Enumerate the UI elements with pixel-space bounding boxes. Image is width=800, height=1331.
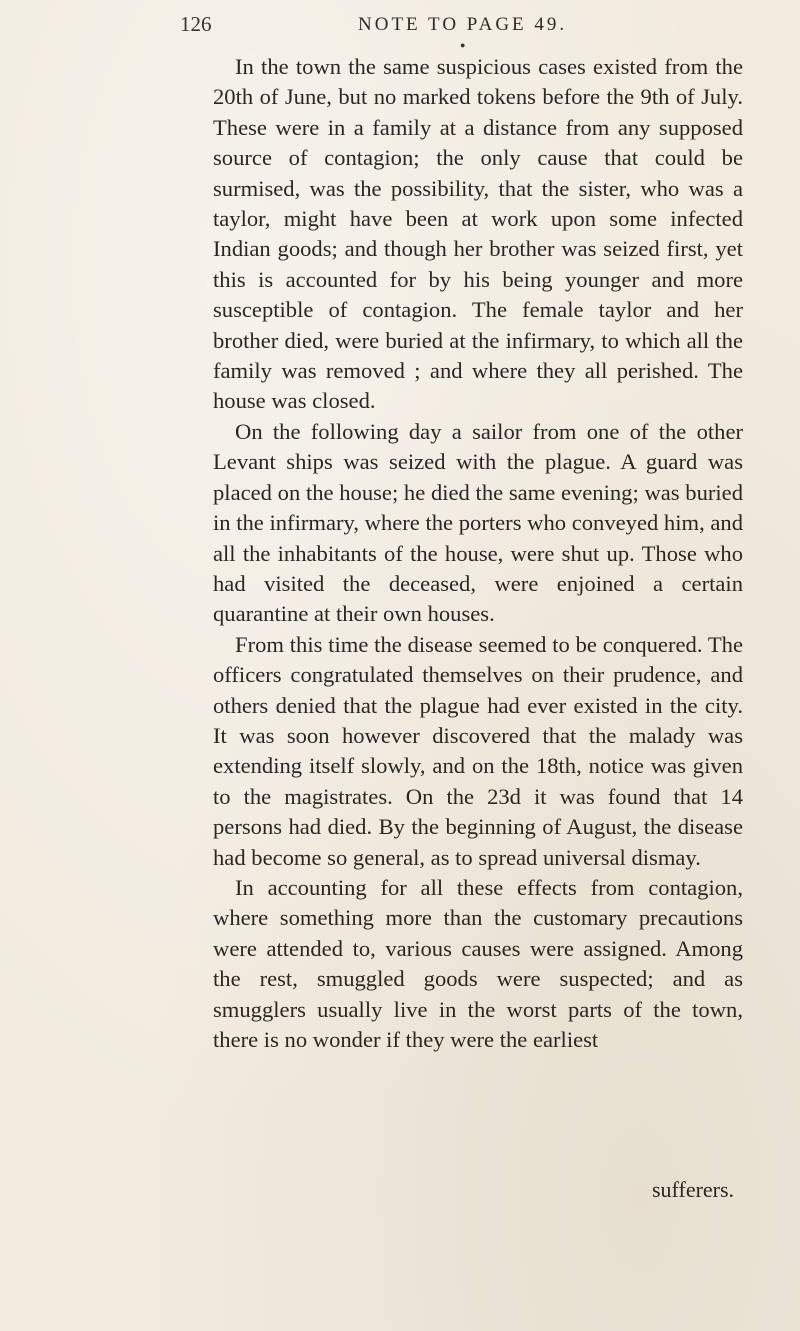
running-head: NOTE TO PAGE 49. xyxy=(358,14,568,35)
page-header xyxy=(180,12,740,52)
page-number: 126 xyxy=(180,12,212,36)
paragraph-3: From this time the disease seemed to be conquered. The officers congratulated themselves on their prudence, and others denied that the plague had ever existed in the city. It was soon however discovered that the malady was extending itself slowly, and on the 18th, notice was given to the magistrates. On the 23d it was found that 14 persons had died. By the beginning of August, the disease had become so general, as to spread universal dismay. xyxy=(213,631,743,870)
catchword: sufferers. xyxy=(652,1177,735,1202)
bullet-ornament-icon: ● xyxy=(460,40,466,50)
paragraph-4: In accounting for all these effects from contagion, where something more than the customary precautions were attended to, various causes were assigned. Among the rest, smuggled goods were suspected; and as smugglers usually live in the worst parts of the town, there is no wonder if they were the earliest xyxy=(213,874,743,1052)
paragraph-2: On the following day a sailor from one of the other Levant ships was seized with the plague. A guard was placed on the house; he died the same evening; was buried in the infirmary, where the porters who conveyed him, and all the inhabitants of the house, were shut up. Those who had visited the deceased, were enjoined a certain quarantine at their own houses. xyxy=(213,418,743,627)
paragraph-1: In the town the same suspicious cases existed from the 20th of June, but no marked tokens before the 9th of July. These were in a family at a distance from any supposed source of contagion; the only cause that could be surmised, was the possibility, that the sister, who was a taylor, might have been at work upon some infected Indian goods; and though her brother was seized first, yet this is accounted for by his being younger and more susceptible of contagion. The female taylor and her brother died, were buried at the infirmary, to which all the family was removed ; and where they all perished. The house was closed. xyxy=(213,54,743,414)
body-text xyxy=(213,52,743,1055)
